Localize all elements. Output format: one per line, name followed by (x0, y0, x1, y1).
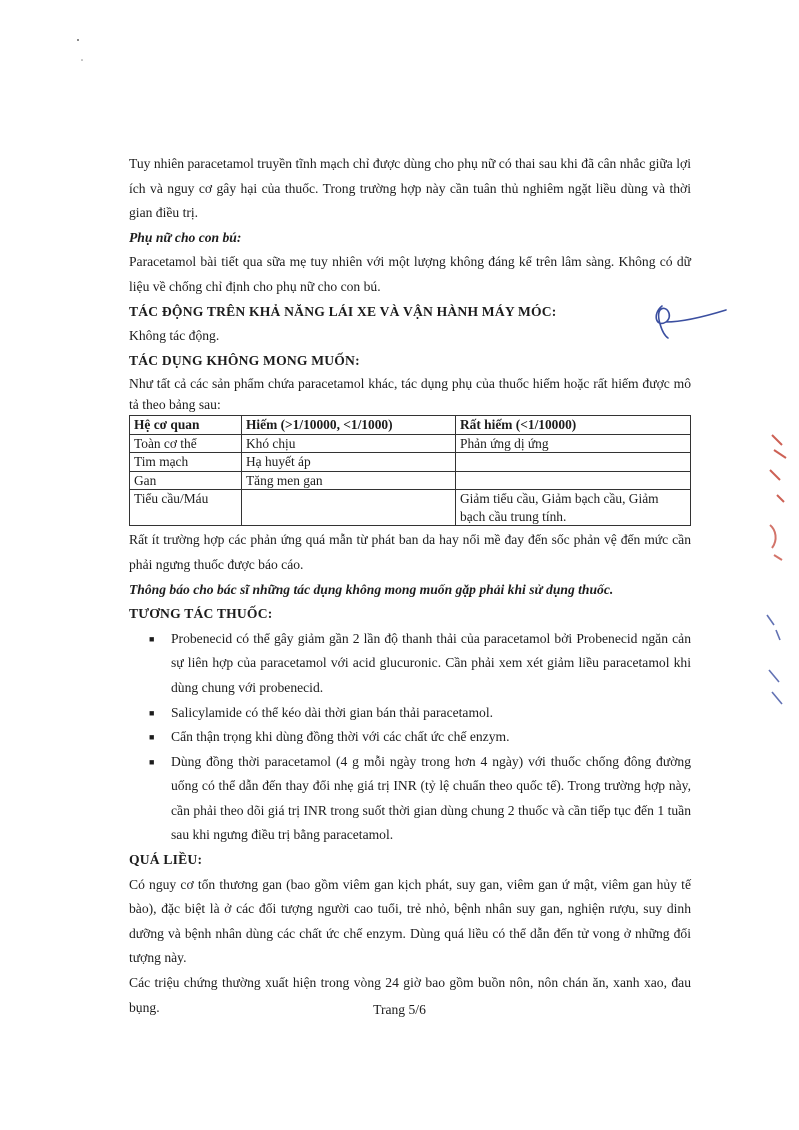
table-cell: Tăng men gan (242, 471, 456, 490)
list-item (149, 750, 691, 848)
bullet-square-icon: ■ (149, 732, 155, 743)
bullet-square-icon: ■ (149, 756, 155, 767)
adverse-effects-heading: TÁC DỤNG KHÔNG MONG MUỐN: (129, 352, 360, 368)
driving-heading: TÁC ĐỘNG TRÊN KHẢ NĂNG LÁI XE VÀ VẬN HÀNH MÁY MÓC: (129, 303, 557, 319)
interactions-heading: TƯƠNG TÁC THUỐC: (129, 606, 273, 622)
table-cell (456, 471, 691, 490)
list-item (149, 725, 691, 750)
table-cell: Giảm tiểu cầu, Giảm bạch cầu, Giảm bạch cầu trung tính. (456, 490, 691, 526)
bullet-square-icon: ■ (149, 633, 155, 644)
table-cell: Tim mạch (130, 453, 242, 472)
table-cell (456, 453, 691, 472)
table-cell (242, 490, 456, 526)
table-cell: Khó chịu (242, 434, 456, 453)
list-item-text: Salicylamide có thể kéo dài thời gian bán thải paracetamol. (171, 704, 493, 720)
table-row (130, 490, 691, 526)
overdose-paragraph: Các triệu chứng thường xuất hiện trong vòng 24 giờ bao gồm buồn nôn, nôn chán ăn, xanh xao, đau bụng. (129, 975, 691, 1015)
scan-speck-marks (70, 30, 90, 70)
interactions-list (129, 627, 691, 848)
list-item-text: Probenecid có thể gây giảm gần 2 lần độ thanh thải của paracetamol bởi Probenecid ngăn cản sự liên hợp của paracetamol với acid glucuronic. Cần phải xem xét giảm liều paracetamol khi dùng chung với probenecid. (171, 630, 691, 695)
adverse-effects-table (129, 415, 691, 526)
table-header-cell: Hệ cơ quan (130, 416, 242, 435)
page-number: Trang 5/6 (373, 1002, 426, 1017)
breastfeeding-heading: Phụ nữ cho con bú: (129, 229, 242, 245)
table-row (130, 453, 691, 472)
table-header-cell: Rất hiếm (<1/10000) (456, 416, 691, 435)
driving-text: Không tác động. (129, 328, 220, 344)
adverse-effects-intro: Như tất cả các sản phẩm chứa paracetamol khác, tác dụng phụ của thuốc hiếm hoặc rất hiếm được mô tả theo bảng sau: (129, 376, 691, 413)
adverse-effects-after-table: Rất ít trường hợp các phản ứng quá mẫn từ phát ban da hay nổi mề đay đến sốc phản vệ đến mức cần phải ngưng thuốc được báo cáo. (129, 532, 691, 572)
document-body (129, 152, 691, 1020)
table-cell: Phản ứng dị ứng (456, 434, 691, 453)
list-item-text: Cẩn thận trọng khi dùng đồng thời với các chất ức chế enzym. (171, 729, 510, 745)
table-row (130, 471, 691, 490)
overdose-paragraph: Có nguy cơ tổn thương gan (bao gồm viêm gan kịch phát, suy gan, viêm gan ứ mật, viêm gan hủy tế bào), đặc biệt là ở các đối tượng người cao tuổi, trẻ nhỏ, bệnh nhân suy gan, nghiện rượu, suy dinh dưỡng và bệnh nhân dùng các chất ức chế enzym. Dùng quá liều có thể dẫn đến tử vong ở những đối tượng này. (129, 876, 691, 966)
intro-paragraph: Tuy nhiên paracetamol truyền tĩnh mạch chỉ được dùng cho phụ nữ có thai sau khi đã cân nhắc giữa lợi ích và nguy cơ gây hại của thuốc. Trong trường hợp này cần tuân thủ nghiêm ngặt liều dùng và thời gian điều trị. (129, 156, 691, 221)
bullet-square-icon: ■ (149, 707, 155, 718)
table-cell: Gan (130, 471, 242, 490)
table-header-cell: Hiếm (>1/10000, <1/1000) (242, 416, 456, 435)
table-header-row (130, 416, 691, 435)
overdose-heading: QUÁ LIỀU: (129, 852, 203, 868)
table-cell: Toàn cơ thể (130, 434, 242, 453)
signature-mark (648, 300, 728, 342)
table-cell: Tiểu cầu/Máu (130, 490, 242, 526)
list-item (149, 627, 691, 701)
stamp-edge-marks (752, 430, 792, 730)
table-cell: Hạ huyết áp (242, 453, 456, 472)
breastfeeding-text: Paracetamol bài tiết qua sữa mẹ tuy nhiên với một lượng không đáng kể trên lâm sàng. Không có dữ liệu về chống chỉ định cho phụ nữ cho con bú. (129, 254, 691, 294)
table-row (130, 434, 691, 453)
report-notice: Thông báo cho bác sĩ những tác dụng không mong muốn gặp phải khi sử dụng thuốc. (129, 581, 614, 597)
list-item-text: Dùng đồng thời paracetamol (4 g mỗi ngày trong hơn 4 ngày) với thuốc chống đông đường uống có thể dẫn đến thay đổi nhẹ giá trị INR (tỷ lệ chuẩn theo quốc tế). Trong trường hợp này, cần phải theo dõi giá trị INR trong suốt thời gian dùng chung 2 thuốc và cần tiếp tục đến 1 tuần sau khi ngưng điều trị bằng paracetamol. (171, 753, 691, 843)
list-item (149, 701, 691, 726)
